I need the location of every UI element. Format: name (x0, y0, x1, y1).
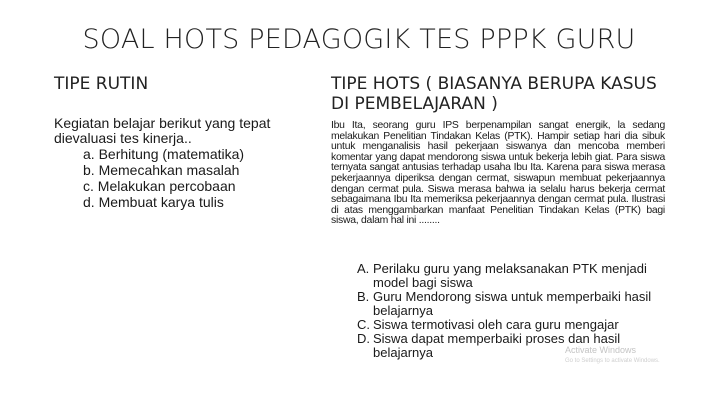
watermark-line2: Go to Settings to activate Windows. (565, 358, 660, 364)
hots-type-heading: TIPE HOTS ( BIASANYA BERUPA KASUS DI PEMBELAJARAN ) (331, 74, 657, 114)
option-text: Guru Mendorong siswa untuk memperbaiki hasil belajarnya (373, 289, 652, 318)
routine-question: Kegiatan belajar berikut yang tepat dievaluasi tes kinerja.. (54, 115, 271, 146)
activate-windows-watermark (565, 345, 660, 367)
option-letter: A. (357, 261, 370, 276)
watermark-line1: Activate Windows (565, 345, 637, 355)
routine-options (83, 146, 244, 210)
option-text: Siswa dapat memperbaiki proses dan hasil belajarnya (373, 331, 621, 360)
hots-option-a (357, 262, 677, 290)
slide-title: SOAL HOTS PEDAGOGIK TES PPPK GURU (82, 24, 636, 55)
option-text: Siswa termotivasi oleh cara guru mengajar (373, 317, 619, 332)
routine-option-d: d. Membuat karya tulis (83, 194, 224, 210)
routine-option-a: a. Berhitung (matematika) (83, 146, 245, 162)
case-text: Ibu Ita, seorang guru IPS berpenampilan sangat energik, la sedang melakukan Penelitian Tindakan Kelas (PTK). Hampir setiap hari dia sibuk untuk menganalisis hasil pekerjaan siswanya dan mencoba memberi komentar yang dapat mendorong siswa untuk bekerja lebih giat. Para siswa ternyata sangat antusias terhadap usaha Ibu Ita. Karena para siswa merasa pekerjaannya diperiksa dengan cermat, siswapun membuat pekerjaannya dengan cermat pula. Siswa merasa bahwa ia selalu harus bekerja cermat sebagaimana Ibu Ita memeriksa pekerjaannya dengan cermat pula. Ilustrasi di atas menggambarkan manfaat Penelitian Tindakan Kelas (PTK) bagi siswa, dalam hal ini ........ (331, 120, 665, 227)
routine-option-c: c. Melakukan percobaan (83, 178, 236, 194)
hots-option-c (357, 318, 677, 332)
option-letter: C. (357, 317, 370, 332)
option-letter: B. (357, 289, 370, 304)
option-letter: D. (357, 331, 370, 346)
routine-type-heading: TIPE RUTIN (54, 74, 149, 94)
routine-option-b: b. Memecahkan masalah (83, 162, 240, 178)
option-text: Perilaku guru yang melaksanakan PTK menjadi model bagi siswa (373, 261, 647, 290)
hots-option-b (357, 290, 677, 318)
